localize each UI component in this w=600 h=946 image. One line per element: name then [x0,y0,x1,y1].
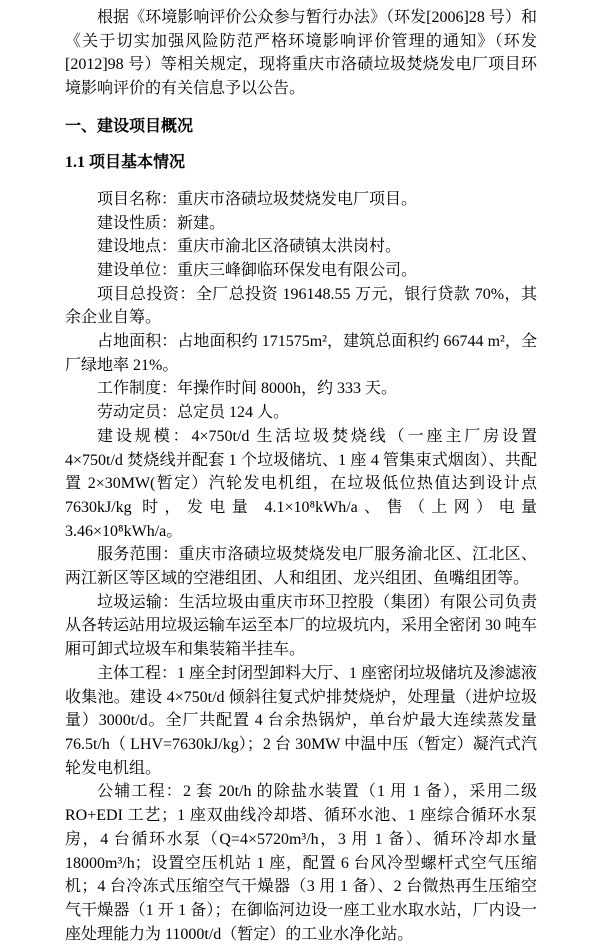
para-construction-unit: 建设单位：重庆三峰御临环保发电有限公司。 [97,261,418,279]
para-construction-nature: 建设性质：新建。 [97,214,226,232]
para-land-area: 占地面积：占地面积约 171575m²，建筑总面积约 66744 m²，全厂绿地率 21%。 [65,333,537,374]
section-heading-project-overview: 一、建设项目概况 [65,117,194,135]
intro-paragraph: 根据《环境影响评价公众参与暂行办法》（环发[2006]28 号）和《关于切实加强风险防范严格环境影响评价管理的通知》（环发[2012]98 号）等相关规定，现将重庆市洛碛垃圾焚烧发电厂项目环境影响评价的有关信息予以公告。 [65,9,537,98]
para-work-schedule: 工作制度：年操作时间 8000h，约 333 天。 [97,380,398,398]
para-total-investment: 项目总投资：全厂总投资 196148.55 万元，银行贷款 70%，其余企业自筹。 [65,285,537,327]
para-staffing: 劳动定员：总定员 124 人。 [97,404,290,422]
para-project-name: 项目名称：重庆市洛碛垃圾焚烧发电厂项目。 [97,190,418,208]
para-waste-transport: 垃圾运输：生活垃圾由重庆市环卫控股（集团）有限公司负责从各转运站用垃圾运输车运至本厂的垃圾坑内，采用全密闭 30 吨车厢可卸式垃圾车和集装箱半挂车。 [65,593,538,659]
para-construction-location: 建设地点：重庆市渝北区洛碛镇太洪岗村。 [97,238,402,256]
para-construction-scale: 建设规模：4×750t/d 生活垃圾焚烧线（一座主厂房设置 4×750t/d 焚烧线并配套 1 个垃圾储坑、1 座 4 管集束式烟囱）、共配置 2×30MW(暂定）汽轮发电机组，在垃圾低位热值达到设计点 7630kJ/kg 时，发电量 4.1×10⁸kWh/a、售（上网）电量 3.46×10⁸kWh/a。 [65,427,537,540]
para-auxiliary-works: 公辅工程：2 套 20t/h 的除盐水装置（1 用 1 备），采用二级 RO+EDI 工艺；1 座双曲线冷却塔、循环水池、1 座综合循环水泵房，4 台循环水泵（Q=4×5720m³/h，3 用 1 备）、循环冷却水量 18000m³/h；设置空压机站 1 座，配置 6 台风冷型螺杆式空气压缩机；4 台冷冻式压缩空气干燥器（3 用 1 备）、2 台微热再生压缩空气干燥器（1 开 1 备）；在御临河边设一座工业水取水站，厂内设一座处理能力为 11000t/d（暂定）的工业水净化站。 [65,783,537,943]
para-service-scope: 服务范围：重庆市洛碛垃圾焚烧发电厂服务渝北区、江北区、两江新区等区域的空港组团、人和组团、龙兴组团、鱼嘴组团等。 [65,546,537,588]
subsection-heading-basic-info: 1.1 项目基本情况 [65,153,186,171]
para-main-works: 主体工程：1 座全封闭型卸料大厅、1 座密闭垃圾储坑及渗滤液收集池。建设 4×750t/d 倾斜往复式炉排焚烧炉，处理量（进炉垃圾量）3000t/d。全厂共配置 4 台余热锅炉，单台炉最大连续蒸发量 76.5t/h（ LHV=7630kJ/kg）；2 台 30MW 中温中压（暂定）凝汽式汽轮发电机组。 [65,664,538,777]
